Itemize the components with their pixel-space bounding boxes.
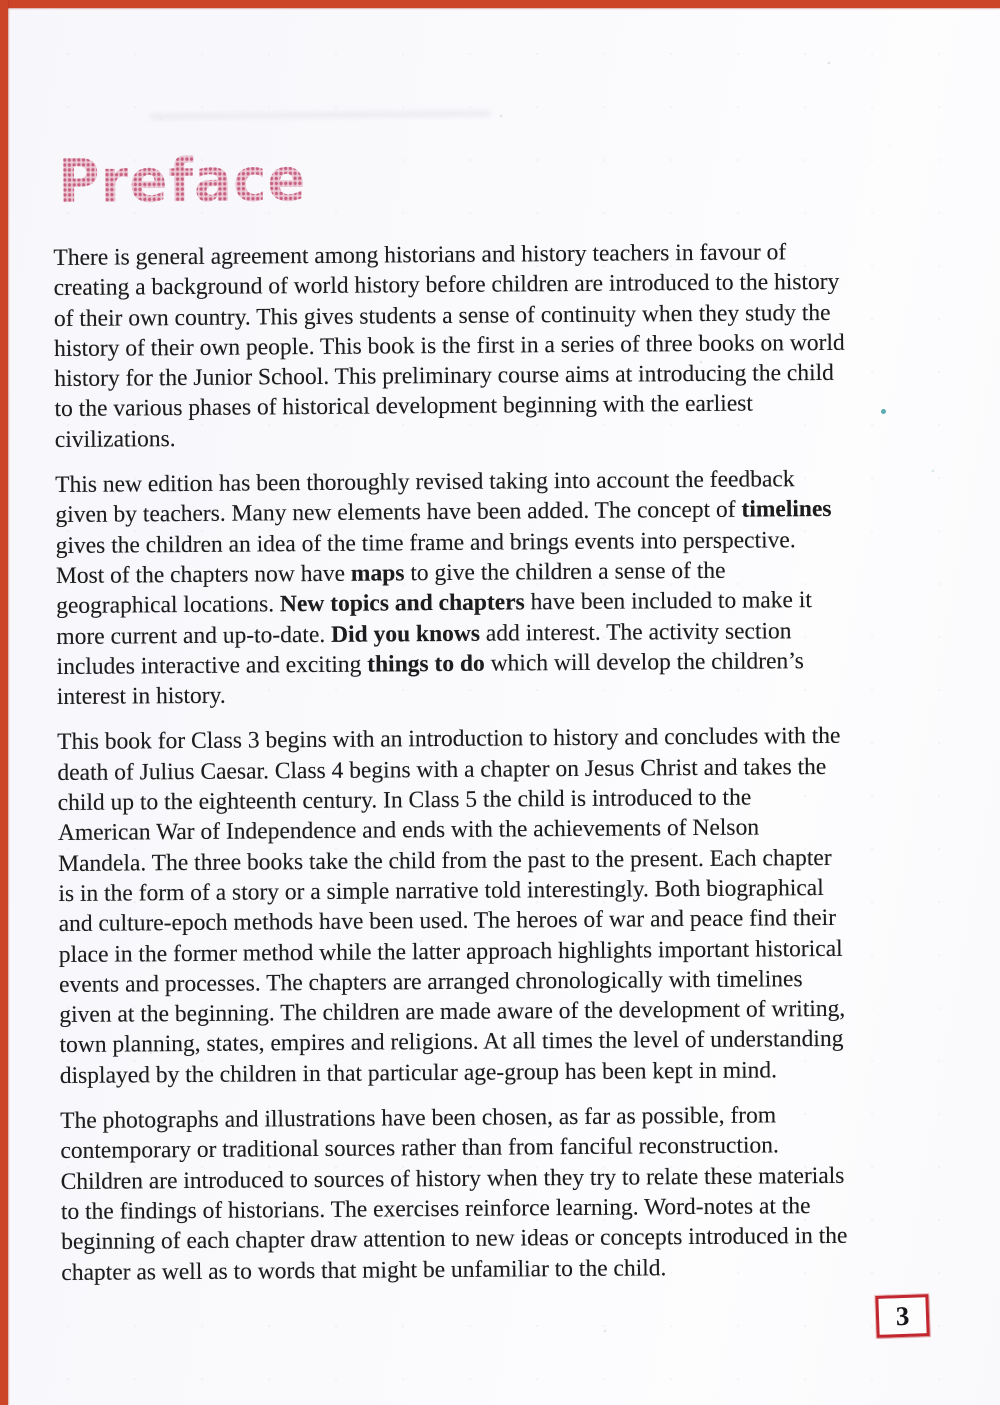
paragraph: [53, 236, 965, 455]
text-line: contemporary or traditional sources rather than from fanciful reconstruction.: [60, 1132, 779, 1165]
page-number: 3: [895, 1300, 910, 1331]
page-title: Preface: [57, 145, 307, 217]
preface-paragraphs: [53, 236, 971, 1303]
paragraph: [60, 1099, 971, 1288]
text-line: Mandela. The three books take the child from the past to the present. Each chapter: [58, 844, 832, 877]
paragraph: [57, 720, 970, 1091]
text-line: to the findings of historians. The exercises reinforce learning. Word-notes at the: [60, 1193, 811, 1225]
text-line: interest in history.: [56, 682, 226, 711]
text-line: displayed by the children in that particular age-group has been kept in mind.: [59, 1057, 778, 1089]
text-line: town planning, states, empires and religions. At all times the level of understanding: [59, 1026, 844, 1059]
text-line: to the various phases of historical development beginning with the earliest: [54, 391, 753, 423]
paragraph: [55, 463, 967, 713]
text-line: Children are introduced to sources of history when they try to relate these materials: [60, 1162, 845, 1195]
page-number-box: [875, 1294, 929, 1338]
text-line: given by teachers. Many new elements have been added. The concept of timelines: [55, 496, 832, 529]
teal-speck: [881, 409, 886, 414]
text-line: events and processes. The chapters are arranged chronologically with timelines: [59, 965, 803, 998]
scan-edge-left: [0, 0, 8, 1405]
text-line: American War of Independence and ends with the achievements of Nelson: [57, 814, 760, 847]
text-line: history for the Junior School. This preliminary course aims at introducing the child: [54, 360, 834, 393]
text-line: civilizations.: [54, 425, 176, 453]
text-line: creating a background of world history before children are introduced to the history: [53, 269, 840, 302]
text-line: There is general agreement among historians and history teachers in favour of: [53, 239, 787, 272]
text-line: child up to the eighteenth century. In Class 5 the child is introduced to the: [57, 784, 752, 817]
scan-smudge: [150, 111, 490, 120]
text-line: This book for Class 3 begins with an introduction to history and concludes with the: [57, 723, 841, 756]
text-line: death of Julius Caesar. Class 4 begins with a chapter on Jesus Christ and takes the: [57, 753, 827, 786]
text-line: Most of the chapters now have maps to give the children a sense of the: [55, 557, 726, 589]
text-line: This new edition has been thoroughly revised taking into account the feedback: [55, 466, 795, 499]
scan-edge-top: [0, 0, 1000, 8]
text-line: geographical locations. New topics and chapters have been included to make it: [56, 587, 812, 620]
text-line: of their own country. This gives students a sense of continuity when they study the: [53, 299, 831, 332]
scan-dust-specks: [0, 0, 2, 2]
text-line: The photographs and illustrations have been chosen, as far as possible, from: [60, 1102, 777, 1135]
text-line: given at the beginning. The children are made aware of the development of writing,: [59, 995, 846, 1029]
text-line: more current and up-to-date. Did you knows add interest. The activity section: [56, 617, 792, 650]
text-line: includes interactive and exciting things to do which will develop the children’s: [56, 647, 804, 680]
text-line: place in the former method while the latter approach highlights important historical: [58, 935, 843, 968]
text-line: beginning of each chapter draw attention to new ideas or concepts introduced in the: [61, 1223, 848, 1256]
text-line: and culture-epoch methods have been used. The heroes of war and peace find their: [58, 905, 837, 938]
text-line: gives the children an idea of the time frame and brings events into perspective.: [55, 526, 796, 559]
text-line: history of their own people. This book is the first in a series of three books on world: [54, 329, 845, 362]
text-line: chapter as well as to words that might be unfamiliar to the child.: [61, 1254, 667, 1286]
text-line: is in the form of a story or a simple narrative told interestingly. Both biographical: [58, 874, 824, 907]
